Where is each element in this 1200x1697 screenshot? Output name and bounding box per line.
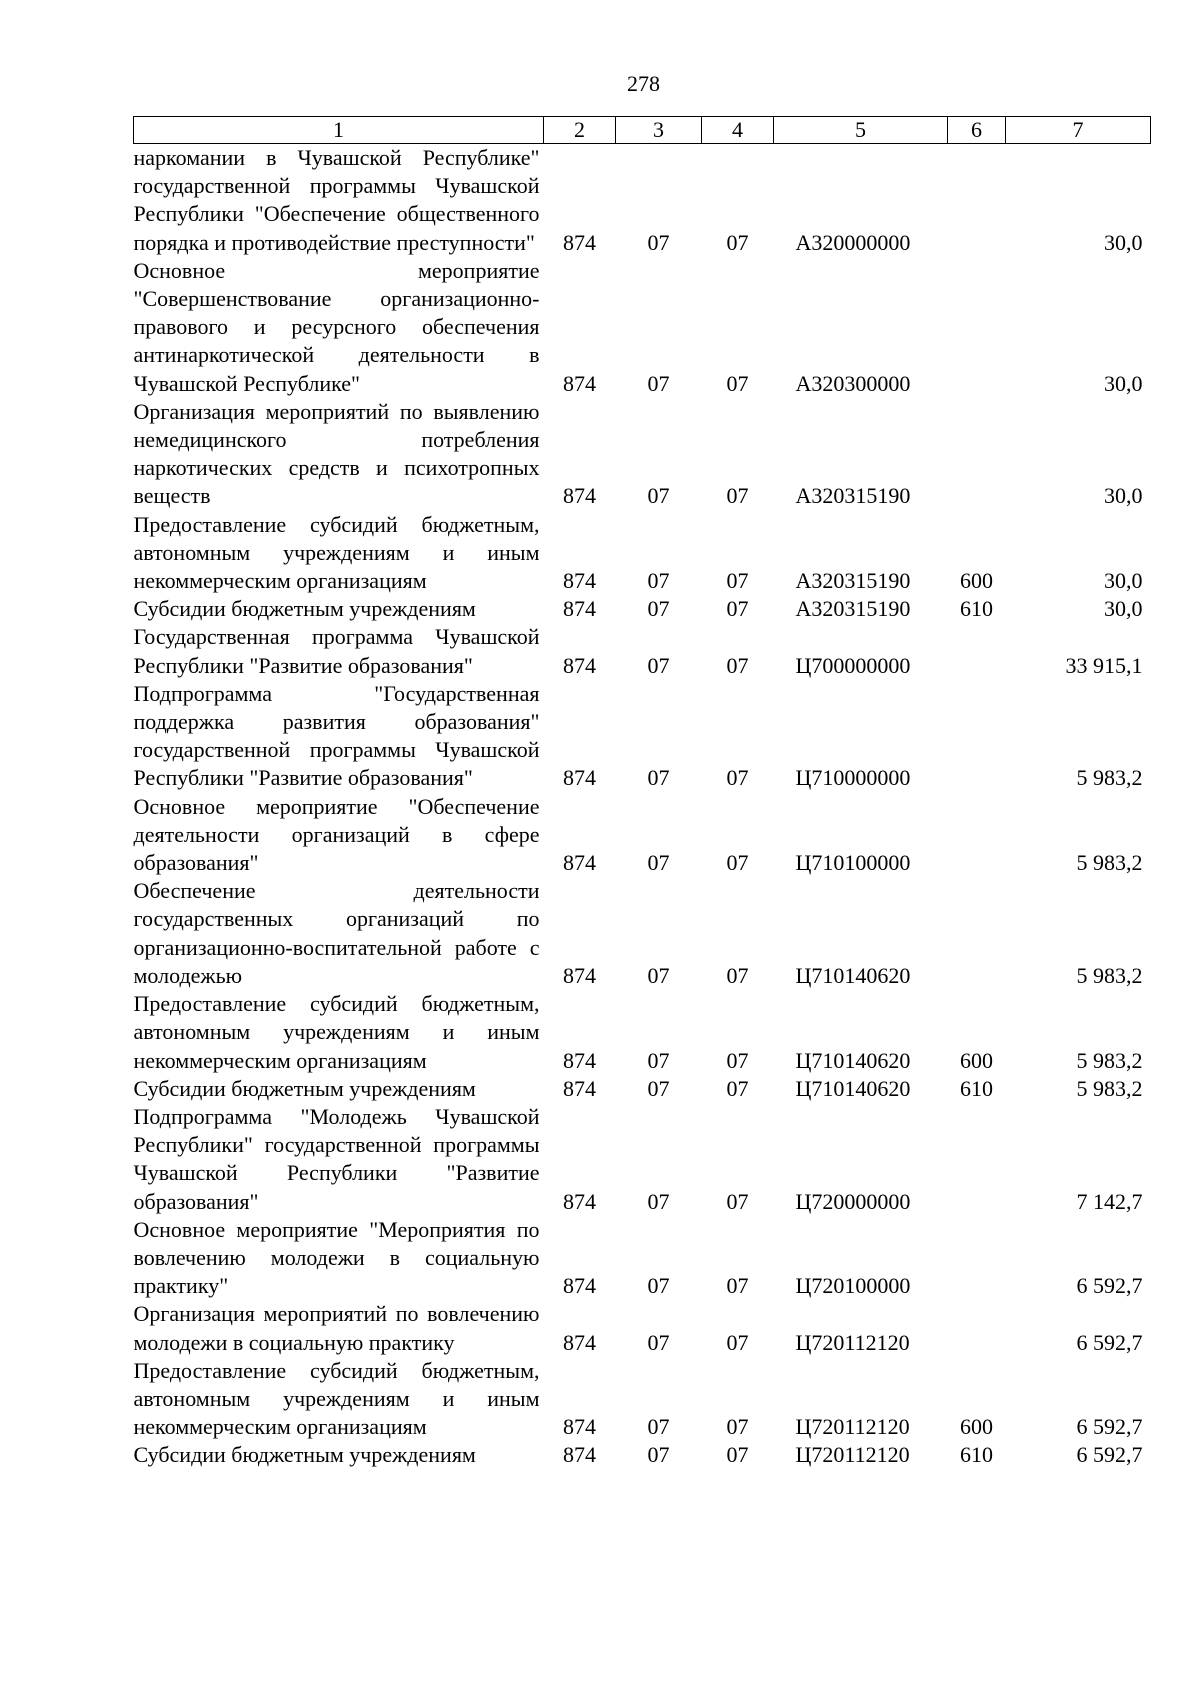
- row-subsection-code: 07: [726, 1414, 749, 1440]
- row-description: Предоставление субсидий бюджетным, автономным учреждениям и иным некоммерческим организациям: [133, 1357, 540, 1440]
- row-section-code: 07: [647, 850, 670, 876]
- row-expense-type: 600: [960, 1047, 993, 1073]
- row-ministry-code: 874: [563, 850, 596, 876]
- row-expense-type: 600: [960, 1414, 993, 1440]
- row-amount: 6 592,7: [1076, 1329, 1143, 1355]
- row-description: Субсидии бюджетным учреждениям: [133, 1075, 476, 1101]
- row-target-article: Ц710140620: [795, 962, 911, 988]
- row-description: Государственная программа Чувашской Республики "Развитие образования": [133, 624, 540, 678]
- row-ministry-code: 874: [563, 1442, 596, 1468]
- row-target-article: Ц710000000: [795, 765, 911, 791]
- row-description: Предоставление субсидий бюджетным, автономным учреждениям и иным некоммерческим организациям: [133, 511, 540, 594]
- row-expense-type: [948, 1103, 1006, 1216]
- table-row: [134, 680, 1151, 793]
- row-amount: 30,0: [1104, 229, 1143, 255]
- row-amount: 30,0: [1104, 370, 1143, 396]
- header-col-7: 7: [1006, 117, 1151, 144]
- row-section-code: 07: [647, 652, 670, 678]
- table-row: [134, 1357, 1151, 1442]
- row-section-code: 07: [647, 1414, 670, 1440]
- row-amount: 30,0: [1104, 568, 1143, 594]
- row-ministry-code: 874: [563, 229, 596, 255]
- row-expense-type: [948, 257, 1006, 398]
- row-target-article: Ц720112120: [795, 1442, 910, 1468]
- row-amount: 5 983,2: [1076, 1047, 1143, 1073]
- row-section-code: 07: [647, 596, 670, 622]
- row-amount: 5 983,2: [1076, 850, 1143, 876]
- table-row: [134, 793, 1151, 878]
- row-ministry-code: 874: [563, 765, 596, 791]
- row-section-code: 07: [647, 1329, 670, 1355]
- row-subsection-code: 07: [726, 1188, 749, 1214]
- table-row: [134, 1075, 1151, 1103]
- row-description: Основное мероприятие "Мероприятия по вовлечению молодежи в социальную практику": [133, 1216, 540, 1299]
- row-subsection-code: 07: [726, 765, 749, 791]
- header-col-1: 1: [134, 117, 544, 144]
- row-subsection-code: 07: [726, 229, 749, 255]
- row-subsection-code: 07: [726, 596, 749, 622]
- row-subsection-code: 07: [726, 962, 749, 988]
- row-ministry-code: 874: [563, 1188, 596, 1214]
- header-col-4: 4: [702, 117, 774, 144]
- row-amount: 5 983,2: [1076, 765, 1143, 791]
- row-subsection-code: 07: [726, 1075, 749, 1101]
- row-expense-type: [948, 398, 1006, 511]
- row-description: Субсидии бюджетным учреждениям: [133, 1442, 476, 1468]
- table-row: [134, 1441, 1151, 1469]
- row-amount: 30,0: [1104, 483, 1143, 509]
- row-section-code: 07: [647, 1047, 670, 1073]
- row-target-article: Ц720112120: [795, 1329, 910, 1355]
- row-target-article: А320300000: [795, 370, 911, 396]
- table-body: [134, 144, 1151, 1470]
- row-ministry-code: 874: [563, 1414, 596, 1440]
- row-section-code: 07: [647, 483, 670, 509]
- row-target-article: Ц720112120: [795, 1414, 910, 1440]
- row-description: Основное мероприятие "Обеспечение деятельности организаций в сфере образования": [133, 793, 540, 876]
- row-section-code: 07: [647, 765, 670, 791]
- row-section-code: 07: [647, 568, 670, 594]
- row-ministry-code: 874: [563, 370, 596, 396]
- table-row: [134, 1103, 1151, 1216]
- row-expense-type: 610: [960, 1075, 993, 1101]
- row-target-article: Ц720000000: [795, 1188, 911, 1214]
- row-target-article: Ц710140620: [795, 1047, 911, 1073]
- row-subsection-code: 07: [726, 1442, 749, 1468]
- row-description: Организация мероприятий по вовлечению молодежи в социальную практику: [133, 1301, 540, 1355]
- row-target-article: А320315190: [795, 568, 911, 594]
- row-target-article: А320315190: [795, 596, 911, 622]
- table-row: [134, 511, 1151, 596]
- row-ministry-code: 874: [563, 962, 596, 988]
- row-description: Подпрограмма "Молодежь Чувашской Республики" государственной программы Чувашской Республики "Развитие образования": [133, 1103, 540, 1214]
- row-section-code: 07: [647, 1075, 670, 1101]
- row-ministry-code: 874: [563, 1329, 596, 1355]
- row-subsection-code: 07: [726, 652, 749, 678]
- table-row: [134, 595, 1151, 623]
- row-ministry-code: 874: [563, 483, 596, 509]
- table-row: [134, 1300, 1151, 1356]
- row-amount: 6 592,7: [1076, 1442, 1143, 1468]
- header-col-5: 5: [774, 117, 948, 144]
- row-target-article: Ц720100000: [795, 1273, 911, 1299]
- row-description: Организация мероприятий по выявлению немедицинского потребления наркотических средств и психотропных веществ: [133, 398, 540, 509]
- row-subsection-code: 07: [726, 568, 749, 594]
- row-amount: 6 592,7: [1076, 1414, 1143, 1440]
- header-row: [134, 117, 1151, 144]
- row-description: Предоставление субсидий бюджетным, автономным учреждениям и иным некоммерческим организациям: [133, 991, 540, 1073]
- row-target-article: Ц700000000: [795, 652, 911, 678]
- row-expense-type: [948, 877, 1006, 990]
- row-expense-type: [948, 793, 1006, 878]
- row-description: Основное мероприятие "Совершенствование организационно-правового и ресурсного обеспечения антинаркотической деятельности в Чувашской Республике": [133, 257, 540, 396]
- row-target-article: А320000000: [795, 229, 911, 255]
- row-expense-type: [948, 623, 1006, 679]
- row-section-code: 07: [647, 1442, 670, 1468]
- row-expense-type: [948, 680, 1006, 793]
- row-amount: 7 142,7: [1076, 1188, 1143, 1214]
- row-expense-type: 600: [960, 568, 993, 594]
- row-subsection-code: 07: [726, 370, 749, 396]
- header-col-6: 6: [948, 117, 1006, 144]
- row-section-code: 07: [647, 1273, 670, 1299]
- row-amount: 5 983,2: [1076, 962, 1143, 988]
- row-section-code: 07: [647, 962, 670, 988]
- row-ministry-code: 874: [563, 1273, 596, 1299]
- row-description: Обеспечение деятельности государственных организаций по организационно-воспитательной работе с молодежью: [133, 878, 540, 988]
- header-col-2: 2: [544, 117, 616, 144]
- table-row: [134, 623, 1151, 679]
- row-ministry-code: 874: [563, 1047, 596, 1073]
- row-section-code: 07: [647, 1188, 670, 1214]
- row-ministry-code: 874: [563, 596, 596, 622]
- row-target-article: А320315190: [795, 483, 911, 509]
- row-amount: 30,0: [1104, 596, 1143, 622]
- row-amount: 6 592,7: [1076, 1273, 1143, 1299]
- page-number: 278: [627, 71, 660, 96]
- table-header: [134, 117, 1151, 144]
- row-section-code: 07: [647, 229, 670, 255]
- budget-table: [133, 116, 1151, 1470]
- row-description: наркомании в Чувашской Республике" государственной программы Чувашской Республики "Обеспечение общественного порядка и противодействие преступности": [133, 145, 540, 255]
- row-target-article: Ц710140620: [795, 1075, 911, 1101]
- row-amount: 33 915,1: [1065, 652, 1143, 678]
- row-expense-type: 610: [960, 1442, 993, 1468]
- row-subsection-code: 07: [726, 1273, 749, 1299]
- row-subsection-code: 07: [726, 1329, 749, 1355]
- row-amount: 5 983,2: [1076, 1075, 1143, 1101]
- header-col-3: 3: [616, 117, 702, 144]
- table-row: [134, 398, 1151, 511]
- row-subsection-code: 07: [726, 483, 749, 509]
- row-ministry-code: 874: [563, 568, 596, 594]
- row-subsection-code: 07: [726, 850, 749, 876]
- row-section-code: 07: [647, 370, 670, 396]
- row-expense-type: 610: [960, 596, 993, 622]
- row-expense-type: [948, 1216, 1006, 1301]
- row-description: Субсидии бюджетным учреждениям: [133, 596, 476, 622]
- row-subsection-code: 07: [726, 1047, 749, 1073]
- row-target-article: Ц710100000: [795, 850, 911, 876]
- row-ministry-code: 874: [563, 1075, 596, 1101]
- table-row: [134, 144, 1151, 257]
- row-expense-type: [948, 1300, 1006, 1356]
- table-row: [134, 990, 1151, 1075]
- table-row: [134, 257, 1151, 398]
- table-row: [134, 877, 1151, 990]
- table-row: [134, 1216, 1151, 1301]
- row-expense-type: [948, 144, 1006, 257]
- row-description: Подпрограмма "Государственная поддержка развития образования" государственной программы Чувашской Республики "Развитие образования": [133, 680, 540, 791]
- row-ministry-code: 874: [563, 652, 596, 678]
